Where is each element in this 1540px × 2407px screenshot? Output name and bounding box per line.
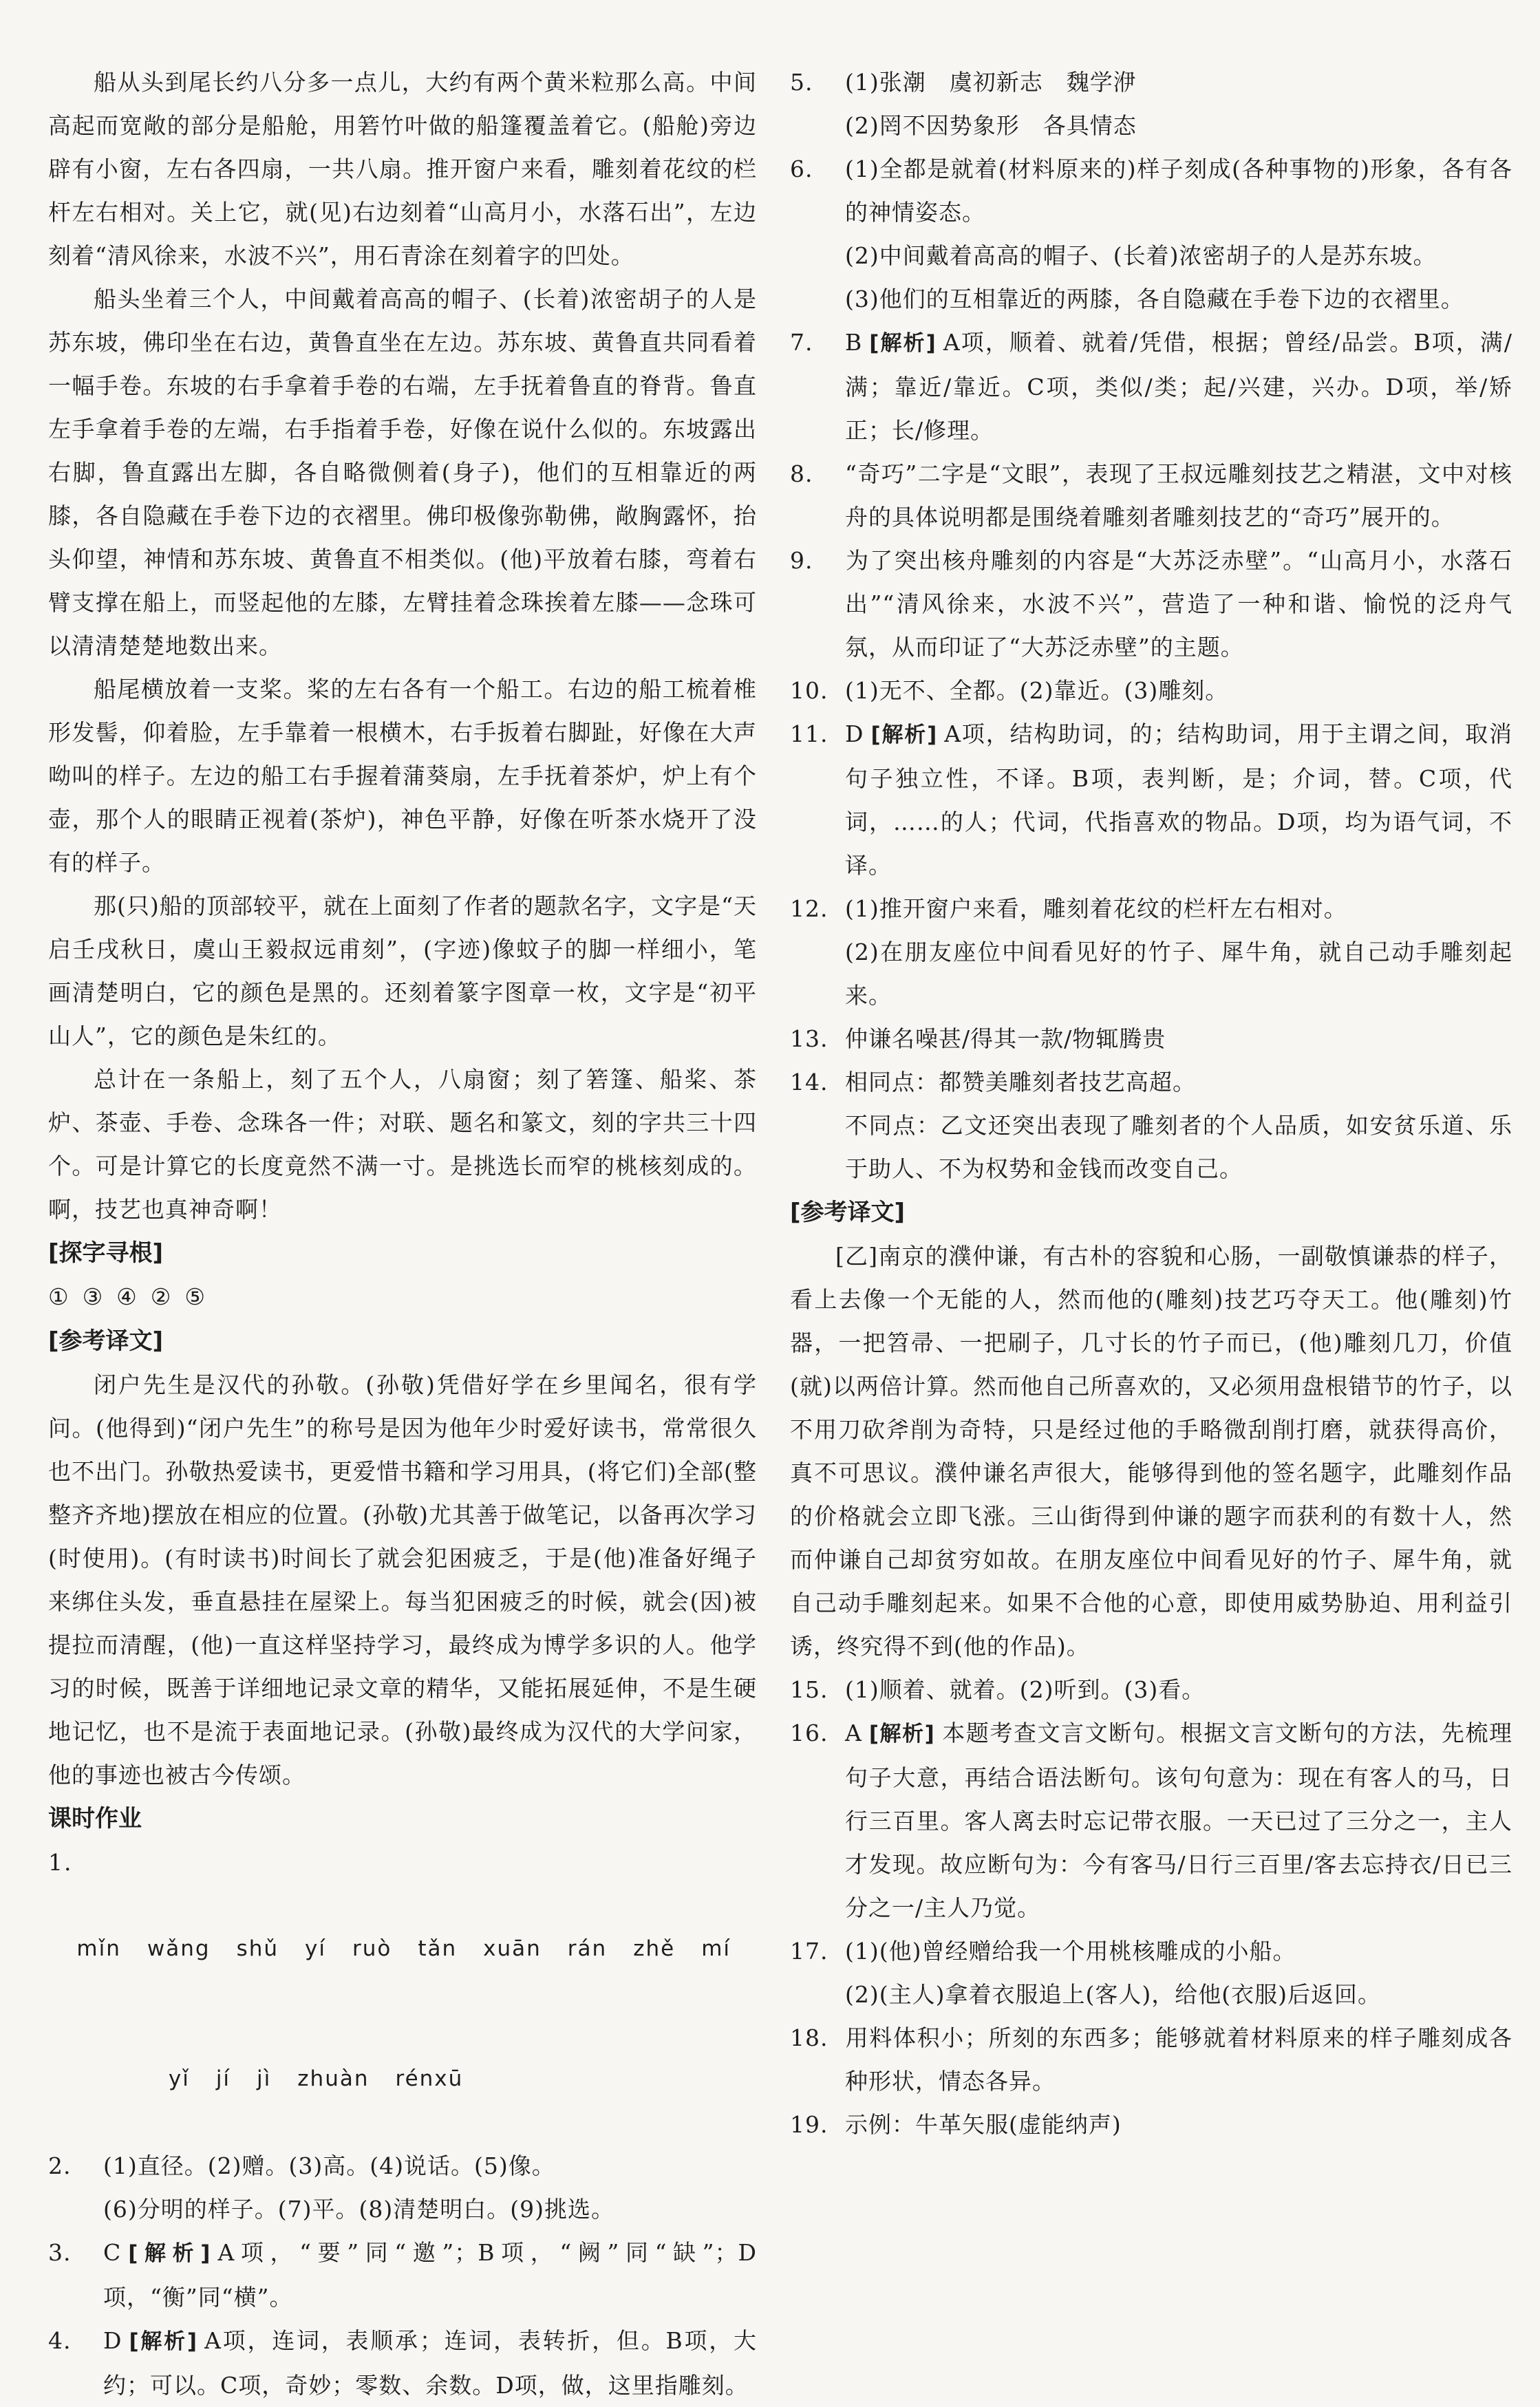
- analysis-tag: [解析]: [128, 2241, 211, 2266]
- reference-translation-title: [参考译文]: [48, 1327, 164, 1355]
- translation-paragraph-1: 船从头到尾长约八分多一点儿，大约有两个黄米粒那么高。中间高起而宽敞的部分是船舱，用箬竹叶做的船篷覆盖着它。(船舱)旁边辟有小窗，左右各四扇，一共八扇。推开窗户来看，雕刻着花纹的栏杆左右相对。关上它，就(见)右边刻着“山高月小，水落石出”，左边刻着“清风徐来，水波不兴”，用石青涂在刻着字的凹处。: [48, 69, 757, 269]
- left-column: [48, 61, 757, 2407]
- pinyin-answer: rénxū: [395, 2066, 464, 2091]
- question-number: 13.: [790, 1025, 828, 1052]
- question-11: [790, 712, 1512, 887]
- answer-text: 示例：牛革矢服(虚能纳声): [845, 2111, 1122, 2138]
- analysis-tag: [解析]: [870, 723, 938, 747]
- question-1: [48, 1841, 757, 2144]
- pinyin-answer: mí: [701, 1936, 731, 1961]
- question-number: 18.: [790, 2024, 828, 2051]
- tanzi-section-title: [探字寻根]: [48, 1239, 164, 1267]
- question-number: 1.: [48, 1849, 73, 1876]
- question-5: [790, 61, 1512, 147]
- pinyin-answer: yí: [305, 1936, 326, 1961]
- question-19: [790, 2103, 1512, 2146]
- answer-text: 仲谦名噪甚/得其一款/物辄腾贵: [845, 1025, 1166, 1052]
- translation-paragraph-3: 船尾横放着一支桨。桨的左右各有一个船工。右边的船工梳着椎形发髻，仰着脸，左手靠着一根横木，右手扳着右脚趾，好像在大声呦叫的样子。左边的船工右手握着蒲葵扇，左手抚着茶炉，炉上有个壶，那个人的眼睛正视着(茶炉)，神色平静，好像在听茶水烧开了没有的样子。: [48, 676, 757, 876]
- translation-paragraph-2: 船头坐着三个人，中间戴着高高的帽子、(长着)浓密胡子的人是苏东坡，佛印坐在右边，黄鲁直坐在左边。苏东坡、黄鲁直共同看着一幅手卷。东坡的右手拿着手卷的右端，左手抚着鲁直的脊背。鲁直左手拿着手卷的左端，右手指着手卷，好像在说什么似的。东坡露出右脚，鲁直露出左脚，各自略微侧着(身子)，他们的互相靠近的两膝，各自隐藏在手卷下边的衣褶里。佛印极像弥勒佛，敞胸露怀，抬头仰望，神情和苏东坡、黄鲁直不相类似。(他)平放着右膝，弯着右臂支撑在船上，而竖起他的左膝，左臂挂着念珠挨着左膝——念珠可以清清楚楚地数出来。: [48, 286, 757, 659]
- answer-text: (1)张潮 虞初新志 魏学洢: [845, 69, 1137, 96]
- question-number: 7.: [790, 329, 813, 356]
- question-4: [48, 2319, 757, 2407]
- question-number: 11.: [790, 720, 828, 747]
- question-8: [790, 452, 1512, 539]
- answer-choice: C: [103, 2239, 122, 2266]
- question-9: [790, 539, 1512, 669]
- question-number: 17.: [790, 1938, 828, 1965]
- question-6: [790, 147, 1512, 321]
- answer-choice: D: [845, 720, 864, 747]
- translation-paragraph-5: 总计在一条船上，刻了五个人，八扇窗；刻了箬篷、船桨、茶炉、茶壶、手卷、念珠各一件；对联、题名和篆文，刻的字共三十四个。可是计算它的长度竟然不满一寸。是挑选长而窄的桃核刻成的。啊，技艺也真神奇啊！: [48, 1066, 757, 1223]
- answer-text: 为了突出核舟雕刻的内容是“大苏泛赤壁”。“山高月小，水落石出”“清风徐来，水波不兴”，营造了一种和谐、愉悦的泛舟气氛，从而印证了“大苏泛赤壁”的主题。: [845, 547, 1512, 661]
- reference-translation-text: [乙]南京的濮仲谦，有古朴的容貌和心肠，一副敬慎谦恭的样子，看上去像一个无能的人，然而他的(雕刻)技艺巧夺天工。他(雕刻)竹器，一把笤帚、一把刷子，几寸长的竹子而已，(他)雕刻几刀，价值(就)以两倍计算。然而他自己所喜欢的，又必须用盘根错节的竹子，以不用刀砍斧削为奇特，只是经过他的手略微刮削打磨，就获得高价，真不可思议。濮仲谦名声很大，能够得到他的签名题字，此雕刻作品的价格就会立即飞涨。三山街得到仲谦的题字而获利的有数十人，然而仲谦自己却贫穷如故。在朋友座位中间看见好的竹子、犀牛角，就自己动手雕刻起来。如果不合他的心意，即使用威势胁迫、用利益引诱，终究得不到(他的作品)。: [790, 1243, 1512, 1660]
- reference-translation-title: [参考译文]: [790, 1199, 906, 1226]
- question-15: [790, 1668, 1512, 1711]
- question-number: 16.: [790, 1720, 828, 1746]
- answer-text: (2)中间戴着高高的帽子、(长着)浓密胡子的人是苏东坡。: [845, 242, 1437, 269]
- analysis-text: A项，连词，表顺承；连词，表转折，但。B项，大约；可以。C项，奇妙；零数、余数。D项，做，这里指雕刻。: [103, 2327, 757, 2399]
- question-number: 6.: [790, 156, 813, 182]
- question-number: 3.: [48, 2239, 72, 2266]
- question-number: 15.: [790, 1676, 828, 1703]
- answer-text: (3)他们的互相靠近的两膝，各自隐藏在手卷下边的衣褶里。: [845, 286, 1464, 312]
- question-13: [790, 1017, 1512, 1060]
- answer-text: (2)在朋友座位中间看见好的竹子、犀牛角，就自己动手雕刻起来。: [845, 939, 1512, 1009]
- answer-choice: A: [845, 1720, 862, 1746]
- homework-section-title: 课时作业: [48, 1805, 142, 1832]
- question-number: 19.: [790, 2111, 828, 2138]
- pinyin-answer: jì: [257, 2066, 272, 2091]
- pinyin-answer: wǎng: [147, 1936, 211, 1961]
- answer-text: (1)推开窗户来看，雕刻着花纹的栏杆左右相对。: [845, 895, 1347, 922]
- analysis-tag: [解析]: [869, 331, 937, 356]
- pinyin-answer: shǔ: [236, 1936, 279, 1961]
- question-18: [790, 2016, 1512, 2103]
- pinyin-answer: tǎn: [418, 1936, 458, 1961]
- answer-text: (1)直径。(2)赠。(3)高。(4)说话。(5)像。: [103, 2152, 555, 2179]
- pinyin-answer: jí: [215, 2066, 231, 2091]
- question-2: [48, 2144, 757, 2231]
- pinyin-answer: zhě: [633, 1936, 676, 1961]
- pinyin-answer: rán: [567, 1936, 608, 1961]
- answer-text: (6)分明的样子。(7)平。(8)清楚明白。(9)挑选。: [103, 2196, 614, 2223]
- answer-text: (1)全都是就着(材料原来的)样子刻成(各种事物的)形象，各有各的神情姿态。: [845, 156, 1512, 226]
- right-column: [790, 61, 1512, 2146]
- question-number: 12.: [790, 895, 828, 922]
- analysis-tag: [解析]: [868, 1722, 935, 1746]
- translation-paragraph-4: 那(只)船的顶部较平，就在上面刻了作者的题款名字，文字是“天启壬戌秋日，虞山王毅叔远甫刻”，(字迹)像蚊子的脚一样细小，笔画清楚明白，它的颜色是黑的。还刻着篆字图章一枚，文字是“初平山人”，它的颜色是朱红的。: [48, 892, 757, 1049]
- answer-text: “奇巧”二字是“文眼”，表现了王叔远雕刻技艺之精湛，文中对核舟的具体说明都是围绕着雕刻者雕刻技艺的“奇巧”展开的。: [845, 460, 1512, 531]
- question-number: 2.: [48, 2152, 72, 2179]
- question-10: [790, 669, 1512, 712]
- answer-text: (1)(他)曾经赠给我一个用桃核雕成的小船。: [845, 1938, 1296, 1965]
- question-number: 8.: [790, 460, 813, 487]
- answer-text: 用料体积小；所刻的东西多；能够就着材料原来的样子雕刻成各种形状，情态各异。: [845, 2024, 1512, 2095]
- question-14: [790, 1060, 1512, 1190]
- answer-text: (1)无不、全都。(2)靠近。(3)雕刻。: [845, 677, 1229, 704]
- analysis-tag: [解析]: [129, 2329, 198, 2354]
- answer-text: (2)(主人)拿着衣服追上(客人)，给他(衣服)后返回。: [845, 1981, 1381, 2008]
- answer-text: (2)罔不因势象形 各具情态: [845, 112, 1137, 139]
- question-number: 4.: [48, 2327, 72, 2354]
- question-number: 14.: [790, 1069, 828, 1095]
- pinyin-answer: yǐ: [168, 2066, 190, 2091]
- tanzi-answers: ①③④②⑤: [48, 1283, 219, 1310]
- question-7: [790, 321, 1512, 452]
- answer-choice: B: [845, 329, 863, 356]
- analysis-text: 本题考查文言文断句。根据文言文断句的方法，先梳理句子大意，再结合语法断句。该句句意为：现在有客人的马，日行三百里。客人离去时忘记带衣服。一天已过了三分之一，主人才发现。故应断句为：今有客马/日行三百里/客去忘持衣/日已三分之一/主人乃觉。: [845, 1720, 1512, 1921]
- question-number: 5.: [790, 69, 813, 96]
- answer-text: (1)顺着、就着。(2)听到。(3)看。: [845, 1676, 1206, 1703]
- question-16: [790, 1711, 1512, 1929]
- reference-translation-text: 闭户先生是汉代的孙敬。(孙敬)凭借好学在乡里闻名，很有学问。(他得到)“闭户先生”的称号是因为他年少时爱好读书，常常很久也不出门。孙敬热爱读书，更爱惜书籍和学习用具，(将它们)全部(整整齐齐地)摆放在相应的位置。(孙敬)尤其善于做笔记，以备再次学习(时使用)。(有时读书)时间长了就会犯困疲乏，于是(他)准备好绳子来绑住头发，垂直悬挂在屋梁上。每当犯困疲乏的时候，就会(因)被提拉而清醒，(他)一直这样坚持学习，最终成为博学多识的人。他学习的时候，既善于详细地记录文章的精华，又能拓展延伸，不是生硬地记忆，也不是流于表面地记录。(孙敬)最终成为汉代的大学问家，他的事迹也被古今传颂。: [48, 1371, 757, 1788]
- answer-choice: D: [103, 2327, 122, 2354]
- question-3: [48, 2231, 757, 2319]
- pinyin-answer: xuān: [483, 1936, 542, 1961]
- analysis-text: A项，“要”同“邀”；B项，“阙”同“缺”；D项，“衡”同“横”。: [103, 2239, 757, 2311]
- answer-text: 相同点：都赞美雕刻者技艺高超。: [845, 1069, 1196, 1095]
- question-12: [790, 887, 1512, 1017]
- analysis-text: A项，结构助词，的；结构助词，用于主谓之间，取消句子独立性，不译。B项，表判断，是；介词，替。C项，代词，……的人；代词，代指喜欢的物品。D项，均为语气词，不译。: [845, 720, 1512, 879]
- pinyin-answer: ruò: [352, 1936, 392, 1961]
- pinyin-answer: zhuàn: [297, 2066, 370, 2091]
- answer-text: 不同点：乙文还突出表现了雕刻者的个人品质，如安贫乐道、乐于助人、不为权势和金钱而改变自己。: [845, 1112, 1512, 1182]
- pinyin-answer: mǐn: [76, 1936, 121, 1961]
- analysis-text: A项，顺着、就着/凭借，根据；曾经/品尝。B项，满/满；靠近/靠近。C项，类似/类；起/兴建，兴办。D项，举/矫正；长/修理。: [845, 329, 1512, 444]
- question-number: 9.: [790, 547, 813, 574]
- question-number: 10.: [790, 677, 828, 704]
- question-17: [790, 1929, 1512, 2016]
